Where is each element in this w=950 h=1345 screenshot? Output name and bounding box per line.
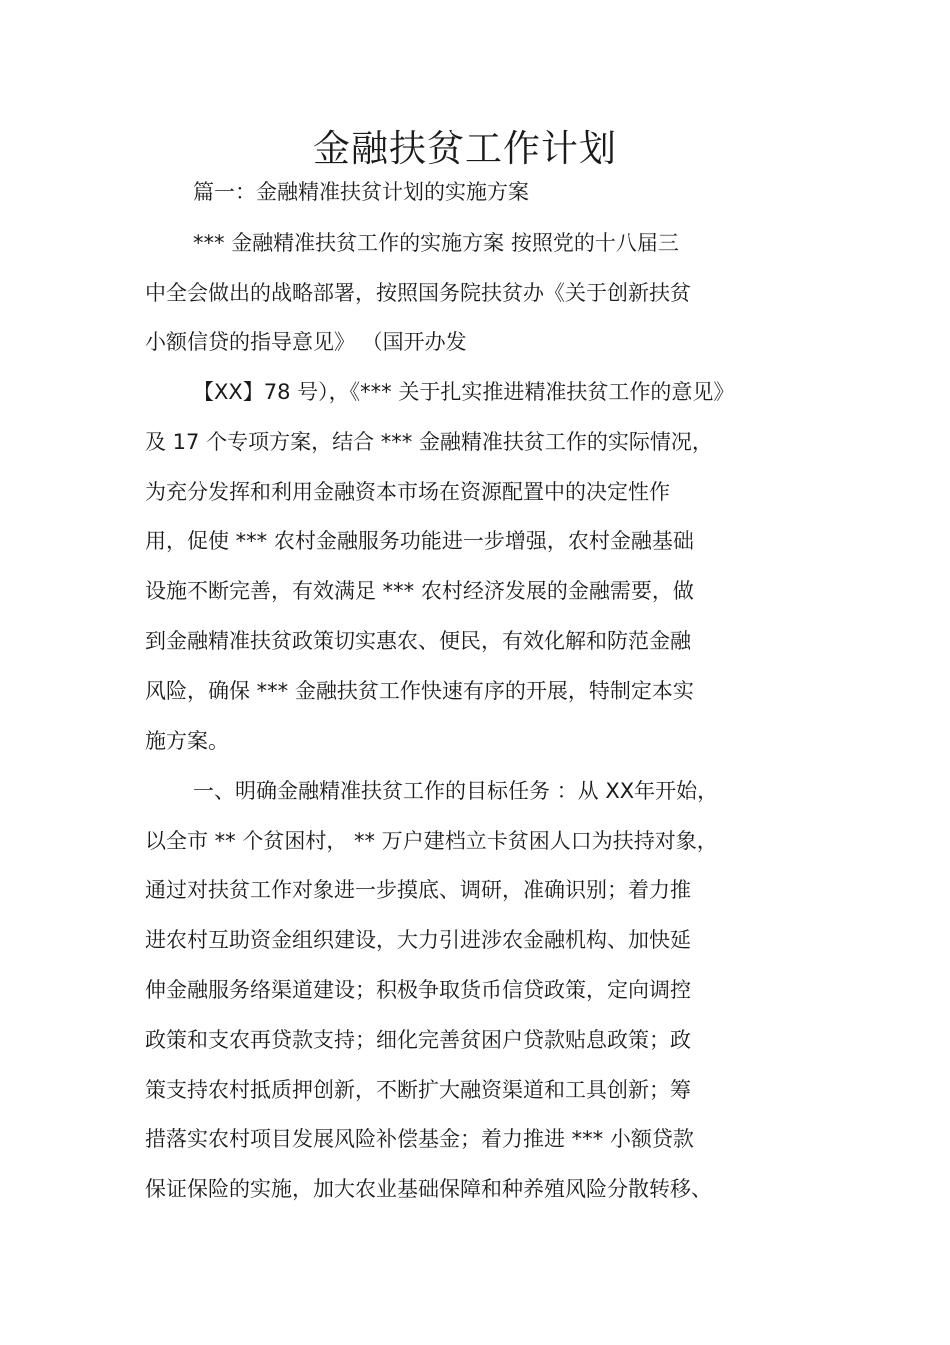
paragraph-line: 进农村互助资金组织建设，大力引进涉农金融机构、加快延 bbox=[145, 928, 691, 952]
paragraph-line: 风险，确保 *** 金融扶贫工作快速有序的开展，特制定本实 bbox=[145, 679, 694, 703]
paragraph-line: 设施不断完善，有效满足 *** 农村经济发展的金融需要，做 bbox=[145, 579, 694, 603]
paragraph-line: 措落实农村项目发展风险补偿基金；着力推进 *** 小额贷款 bbox=[145, 1127, 694, 1151]
paragraph-line: 及 17 个专项方案，结合 *** 金融精准扶贫工作的实际情况， bbox=[145, 430, 713, 454]
paragraph-line: 施方案。 bbox=[145, 729, 229, 753]
paragraph-line: 小额信贷的指导意见》 （国开办发 bbox=[145, 330, 467, 354]
paragraph-line: 【XX】78 号），《*** 关于扎实推进精准扶贫工作的意见》 bbox=[193, 380, 735, 404]
paragraph-line: 到金融精准扶贫政策切实惠农、便民，有效化解和防范金融 bbox=[145, 629, 691, 653]
paragraph-line: 用，促使 *** 农村金融服务功能进一步增强，农村金融基础 bbox=[145, 529, 694, 553]
paragraph-line: 一、明确金融精准扶贫工作的目标任务 ：从 XX年开始， bbox=[193, 779, 719, 803]
paragraph-line: 中全会做出的战略部署，按照国务院扶贫办《关于创新扶贫 bbox=[145, 281, 691, 305]
paragraph-line: 政策和支农再贷款支持；细化完善贫困户贷款贴息政策；政 bbox=[145, 1028, 691, 1052]
section-heading: 篇一：金融精准扶贫计划的实施方案 bbox=[193, 180, 529, 204]
paragraph-line: 以全市 ** 个贫困村， ** 万户建档立卡贫困人口为扶持对象， bbox=[145, 829, 718, 853]
paragraph-line: *** 金融精准扶贫工作的实施方案 按照党的十八届三 bbox=[193, 231, 679, 255]
paragraph-line: 为充分发挥和利用金融资本市场在资源配置中的决定性作 bbox=[145, 480, 670, 504]
paragraph-line: 保证保险的实施，加大农业基础保障和种养殖风险分散转移、 bbox=[145, 1177, 712, 1201]
paragraph-line: 通过对扶贫工作对象进一步摸底、调研，准确识别；着力推 bbox=[145, 878, 691, 902]
paragraph-line: 策支持农村抵质押创新，不断扩大融资渠道和工具创新；筹 bbox=[145, 1078, 691, 1102]
document-title: 金融扶贫工作计划 bbox=[313, 127, 617, 170]
paragraph-line: 伸金融服务络渠道建设；积极争取货币信贷政策，定向调控 bbox=[145, 978, 691, 1002]
